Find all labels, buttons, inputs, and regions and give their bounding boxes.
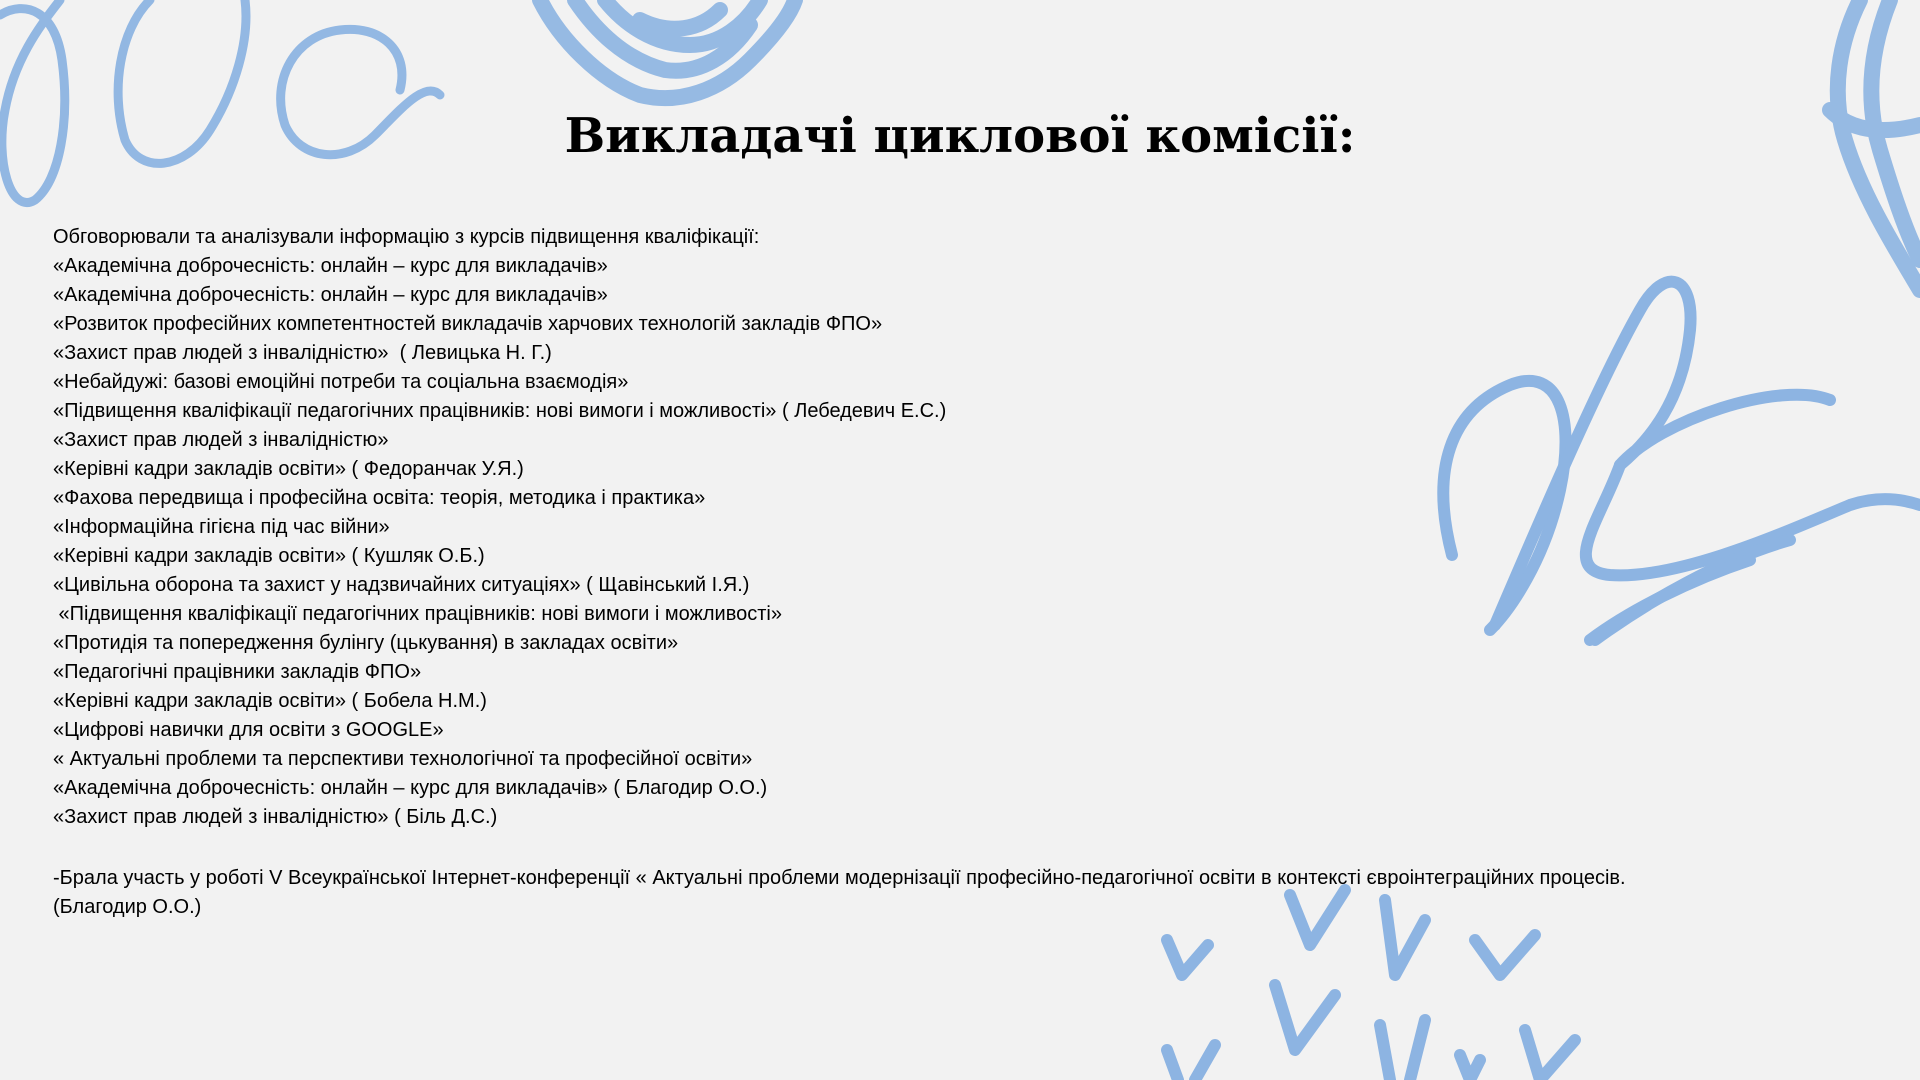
conference-text: -Брала участь у роботі V Всеукраїнської Інтернет-конференції « Актуальні проблеми модернізації професійно-педагогічної освіти в контексті євроінтеграційних процесів. (53, 867, 1626, 889)
course-item: «Цивільна оборона та захист у надзвичайних ситуаціях» ( Щавінський І.Я.) (53, 574, 750, 596)
course-item: «Цифрові навички для освіти з GOOGLE» (53, 719, 444, 741)
slide-body (53, 223, 1873, 922)
course-item: «Педагогічні працівники закладів ФПО» (53, 661, 422, 683)
course-item: «Інформаційна гігієна під час війни» (53, 516, 390, 538)
conference-author: (Благодир О.О.) (53, 896, 202, 918)
slide-title: Викладачі циклової комісії: (564, 108, 1356, 164)
course-item: «Розвиток професійних компетентностей викладачів харчових технологій закладів ФПО» (53, 313, 883, 335)
course-item: « Актуальні проблеми та перспективи технологічної та професійної освіти» (53, 748, 753, 770)
course-item: «Академічна доброчесність: онлайн – курс для викладачів» ( Благодир О.О.) (53, 777, 768, 799)
course-item: «Академічна доброчесність: онлайн – курс для викладачів» (53, 255, 608, 277)
course-item: «Фахова передвища і професійна освіта: теорія, методика і практика» (53, 487, 706, 509)
paragraph-gap (53, 832, 1873, 864)
course-item: «Підвищення кваліфікації педагогічних працівників: нові вимоги і можливості» ( Лебедевич Е.С.) (53, 400, 947, 422)
course-item: «Небайдужі: базові емоційні потреби та соціальна взаємодія» (53, 371, 629, 393)
course-item: «Керівні кадри закладів освіти» ( Федоранчак У.Я.) (53, 458, 524, 480)
intro-text: Обговорювали та аналізували інформацію з курсів підвищення кваліфікації: (53, 226, 760, 248)
course-item: «Академічна доброчесність: онлайн – курс для викладачів» (53, 284, 608, 306)
course-item: «Керівні кадри закладів освіти» ( Кушляк О.Б.) (53, 545, 485, 567)
crayon-scribble-top (540, 0, 795, 98)
course-item: «Підвищення кваліфікації педагогічних працівників: нові вимоги і можливості» (53, 603, 782, 625)
course-item: «Захист прав людей з інвалідністю» ( Левицька Н. Г.) (53, 342, 552, 364)
loop-scribble-top-left (0, 0, 440, 203)
course-item: «Захист прав людей з інвалідністю» ( Біль Д.С.) (53, 806, 498, 828)
course-item: «Захист прав людей з інвалідністю» (53, 429, 389, 451)
course-item: «Протидія та попередження булінгу (цькування) в закладах освіти» (53, 632, 679, 654)
course-item: «Керівні кадри закладів освіти» ( Бобела Н.М.) (53, 690, 487, 712)
